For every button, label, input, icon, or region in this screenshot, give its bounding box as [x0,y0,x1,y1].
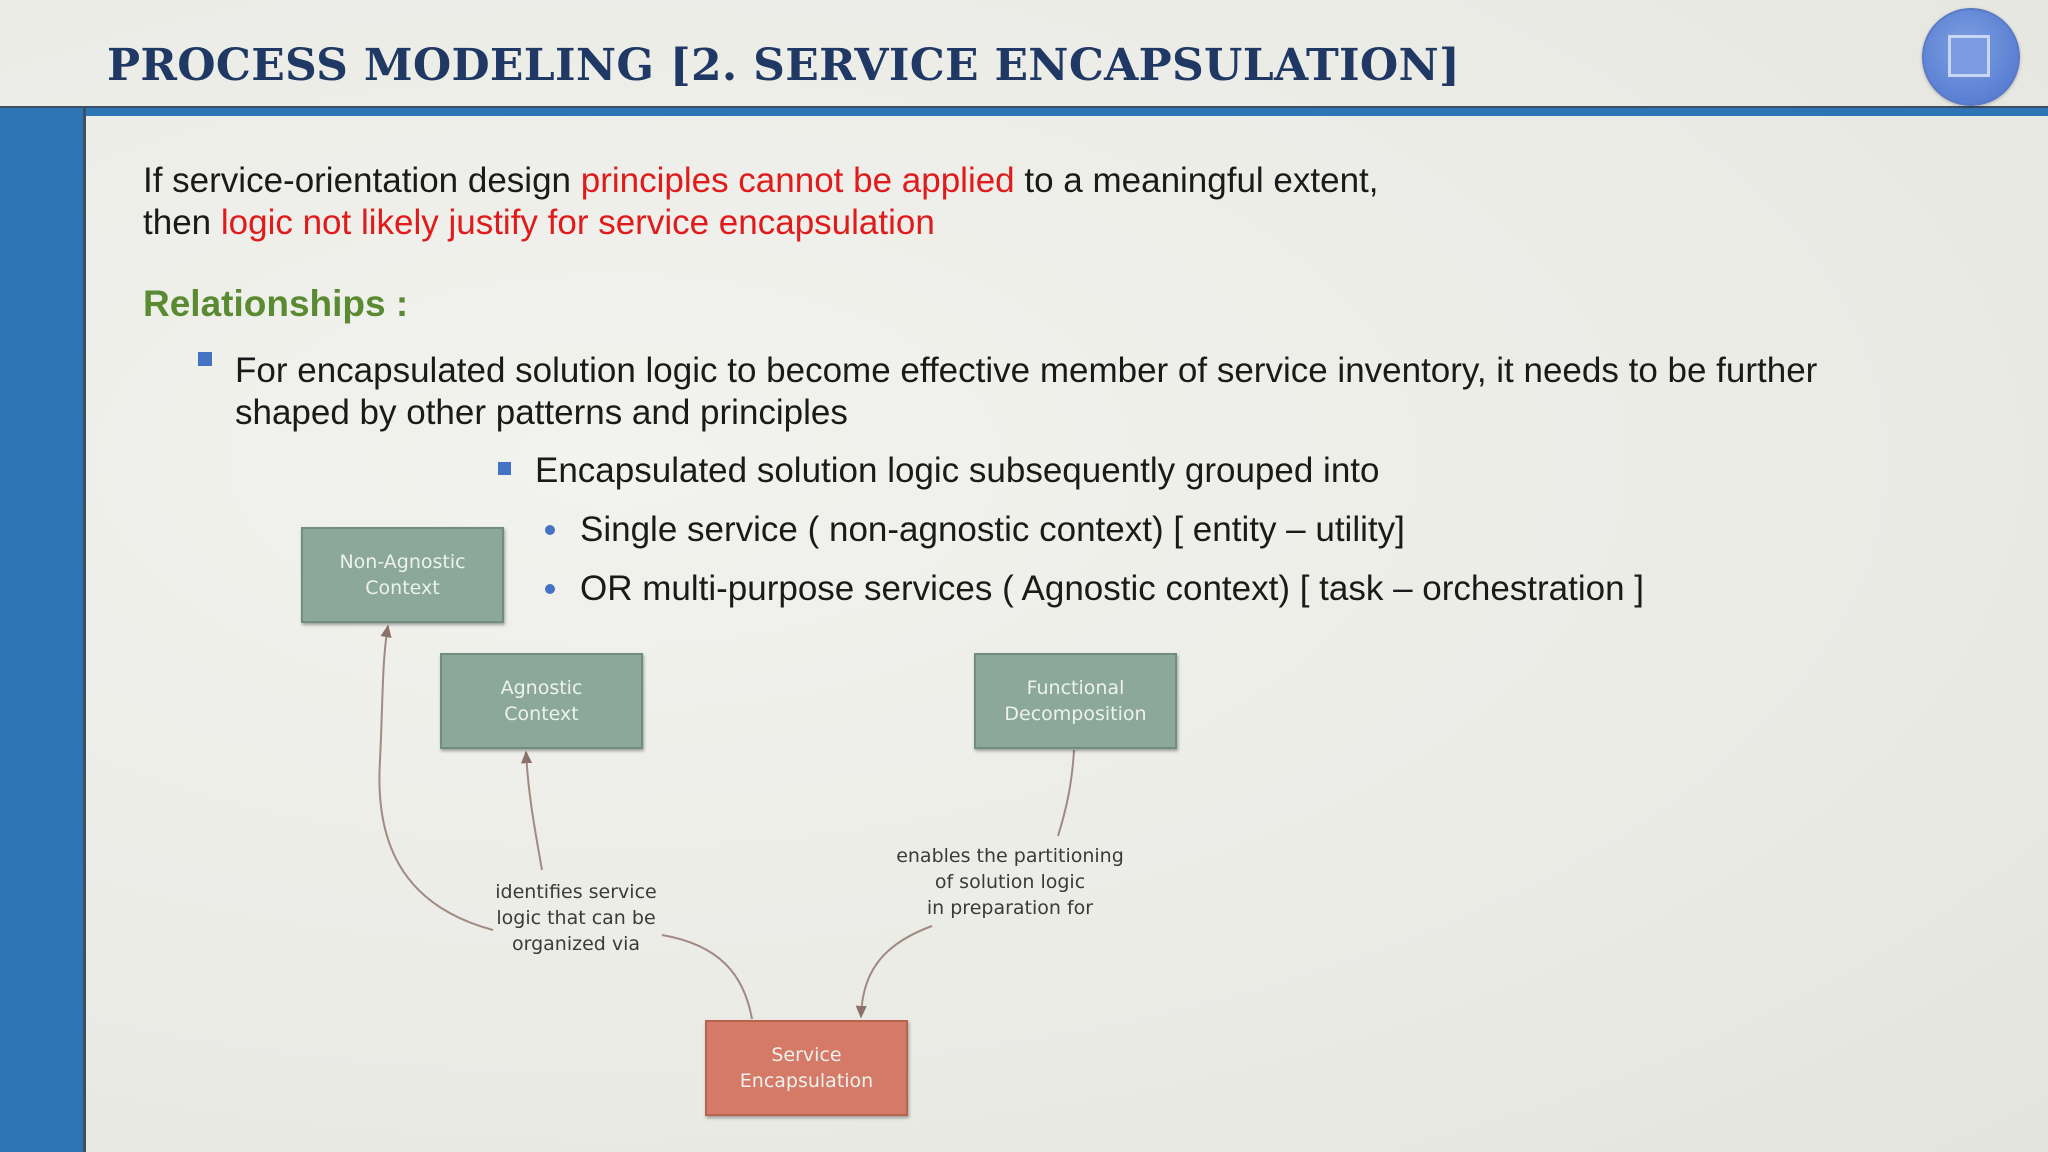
round-bullet-icon [545,525,555,535]
left-accent-bar [0,108,86,1152]
bullet-item-1-line-1: For encapsulated solution logic to become effective member of service inventory, it needs to be further [235,351,1818,390]
intro-text: to a meaningful extent, [1014,161,1379,200]
intro-text: If service-orientation design [143,161,581,200]
intro-text: then [143,203,221,242]
node-label: Non-Agnostic Context [339,551,466,599]
bullet-item-1 [235,350,1817,434]
node-non-agnostic-context [301,527,504,623]
relationships-heading: Relationships : [143,283,409,324]
node-label: Agnostic Context [500,677,583,725]
corner-logo-square [1948,35,1990,77]
sub-bullet-item-1: Single service ( non-agnostic context) [ entity – utility] [580,510,1405,549]
title-rule [0,106,2048,116]
edge-label-enables: enables the partitioning of solution logic in preparation for [896,845,1124,919]
slide-title: PROCESS MODELING [2. SERVICE ENCAPSULATION] [107,40,1461,91]
edge-enables-to-service [861,926,932,1017]
intro-paragraph [143,160,1379,244]
corner-logo-icon [1922,8,2020,106]
node-agnostic-context [440,653,643,749]
bullet-item-2: Encapsulated solution logic subsequently grouped into [535,451,1380,490]
node-functional-decomposition [974,653,1177,749]
square-bullet-icon [498,462,511,475]
node-label: Functional Decomposition [1004,677,1147,725]
square-bullet-icon [198,352,212,366]
edge-identifies-to-agnostic [526,752,542,870]
intro-line-1 [143,160,1379,202]
sub-bullet-item-2: OR multi-purpose services ( Agnostic context) [ task – orchestration ] [580,569,1645,608]
bullet-item-1-line-2: shaped by other patterns and principles [235,393,848,432]
intro-emphasis: logic not likely justify for service encapsulation [220,203,935,242]
node-service-encapsulation [705,1020,908,1116]
intro-line-2 [143,202,1379,244]
round-bullet-icon [545,584,555,594]
intro-emphasis: principles cannot be applied [580,161,1015,200]
node-label: Service Encapsulation [739,1044,874,1092]
title-bar [0,0,2048,106]
edge-label-identifies: identifies service logic that can be organized via [495,881,657,955]
edge-functional-to-enables [1058,750,1074,836]
